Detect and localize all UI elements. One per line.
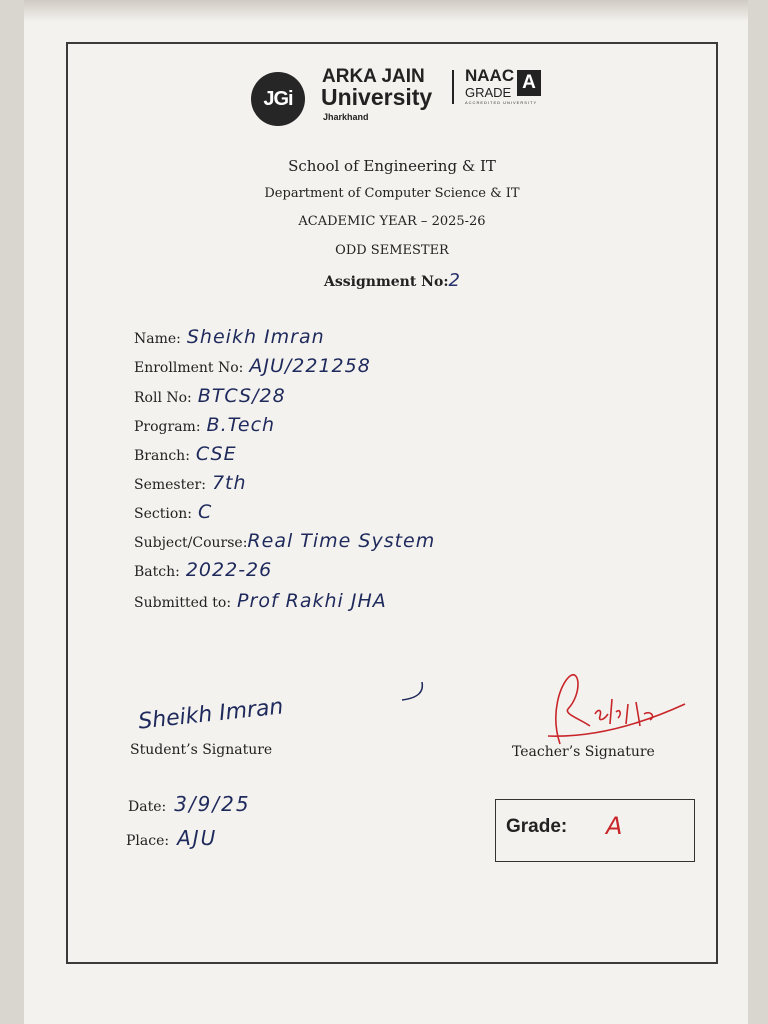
batch-label: Batch:: [134, 564, 180, 580]
branch-value: CSE: [195, 443, 237, 465]
program-value: B.Tech: [206, 414, 276, 436]
accredited-text: ACCREDITED UNIVERSITY: [465, 100, 538, 105]
academic-year: ACADEMIC YEAR – 2025-26: [298, 214, 486, 229]
logo-divider: [452, 70, 454, 104]
university-name-line2: University: [321, 84, 433, 110]
field-section: [134, 501, 212, 527]
semester-label: Semester:: [134, 477, 206, 493]
student-signature: Sheikh Imran: [137, 694, 285, 735]
place-label: Place:: [126, 833, 170, 849]
place-value: AJU: [177, 826, 218, 850]
department-title: Department of Computer Science & IT: [264, 186, 520, 201]
school-title: School of Engineering & IT: [288, 157, 496, 175]
section-label: Section:: [134, 506, 192, 522]
place-row: [126, 826, 217, 850]
field-semester: [134, 472, 247, 498]
assignment-heading: [66, 270, 718, 291]
naac-grade-label: GRADE: [465, 85, 512, 100]
roll-label: Roll No:: [134, 390, 192, 406]
field-batch: [134, 559, 272, 585]
assignment-label: Assignment No:: [324, 274, 449, 290]
branch-label: Branch:: [134, 448, 190, 464]
pen-mark: [398, 678, 428, 704]
batch-value: 2022-26: [185, 559, 273, 581]
roll-value: BTCS/28: [197, 385, 286, 407]
grade-value: A: [606, 812, 623, 840]
enrollment-value: AJU/221258: [249, 355, 371, 377]
semester-type: ODD SEMESTER: [335, 243, 449, 258]
university-logo: JGi: [251, 72, 305, 126]
teacher-signature-label: Teacher’s Signature: [512, 744, 655, 760]
field-submitted-to: [134, 590, 387, 616]
field-program: [134, 414, 275, 440]
university-name-line1: ARKA JAIN: [322, 66, 425, 87]
semester-value: 7th: [211, 472, 247, 494]
field-roll: [134, 385, 286, 411]
paper-shadow: [24, 0, 748, 22]
date-label: Date:: [128, 799, 167, 815]
submitted-label: Submitted to:: [134, 595, 232, 611]
grade-label: Grade:: [506, 816, 568, 837]
field-branch: [134, 443, 237, 469]
enrollment-label: Enrollment No:: [134, 360, 244, 376]
grade-box: [495, 799, 695, 862]
program-label: Program:: [134, 419, 201, 435]
student-signature-label: Student’s Signature: [130, 742, 273, 758]
university-state: Jharkhand: [323, 112, 369, 122]
field-name: [134, 326, 325, 352]
date-value: 3/9/25: [174, 792, 251, 816]
field-subject: [134, 530, 435, 556]
naac-label: NAAC: [465, 66, 515, 85]
assignment-number: 2: [448, 270, 460, 291]
subject-label: Subject/Course:: [134, 535, 248, 551]
subject-value: Real Time System: [247, 530, 436, 552]
date-row: [128, 792, 251, 816]
submitted-value: Prof Rakhi JHA: [237, 590, 387, 612]
naac-grade-badge: A: [517, 70, 541, 96]
section-value: C: [197, 501, 213, 523]
name-label: Name:: [134, 331, 181, 347]
field-enrollment: [134, 355, 371, 381]
teacher-signature-scribble: [540, 664, 690, 754]
name-value: Sheikh Imran: [186, 326, 325, 348]
